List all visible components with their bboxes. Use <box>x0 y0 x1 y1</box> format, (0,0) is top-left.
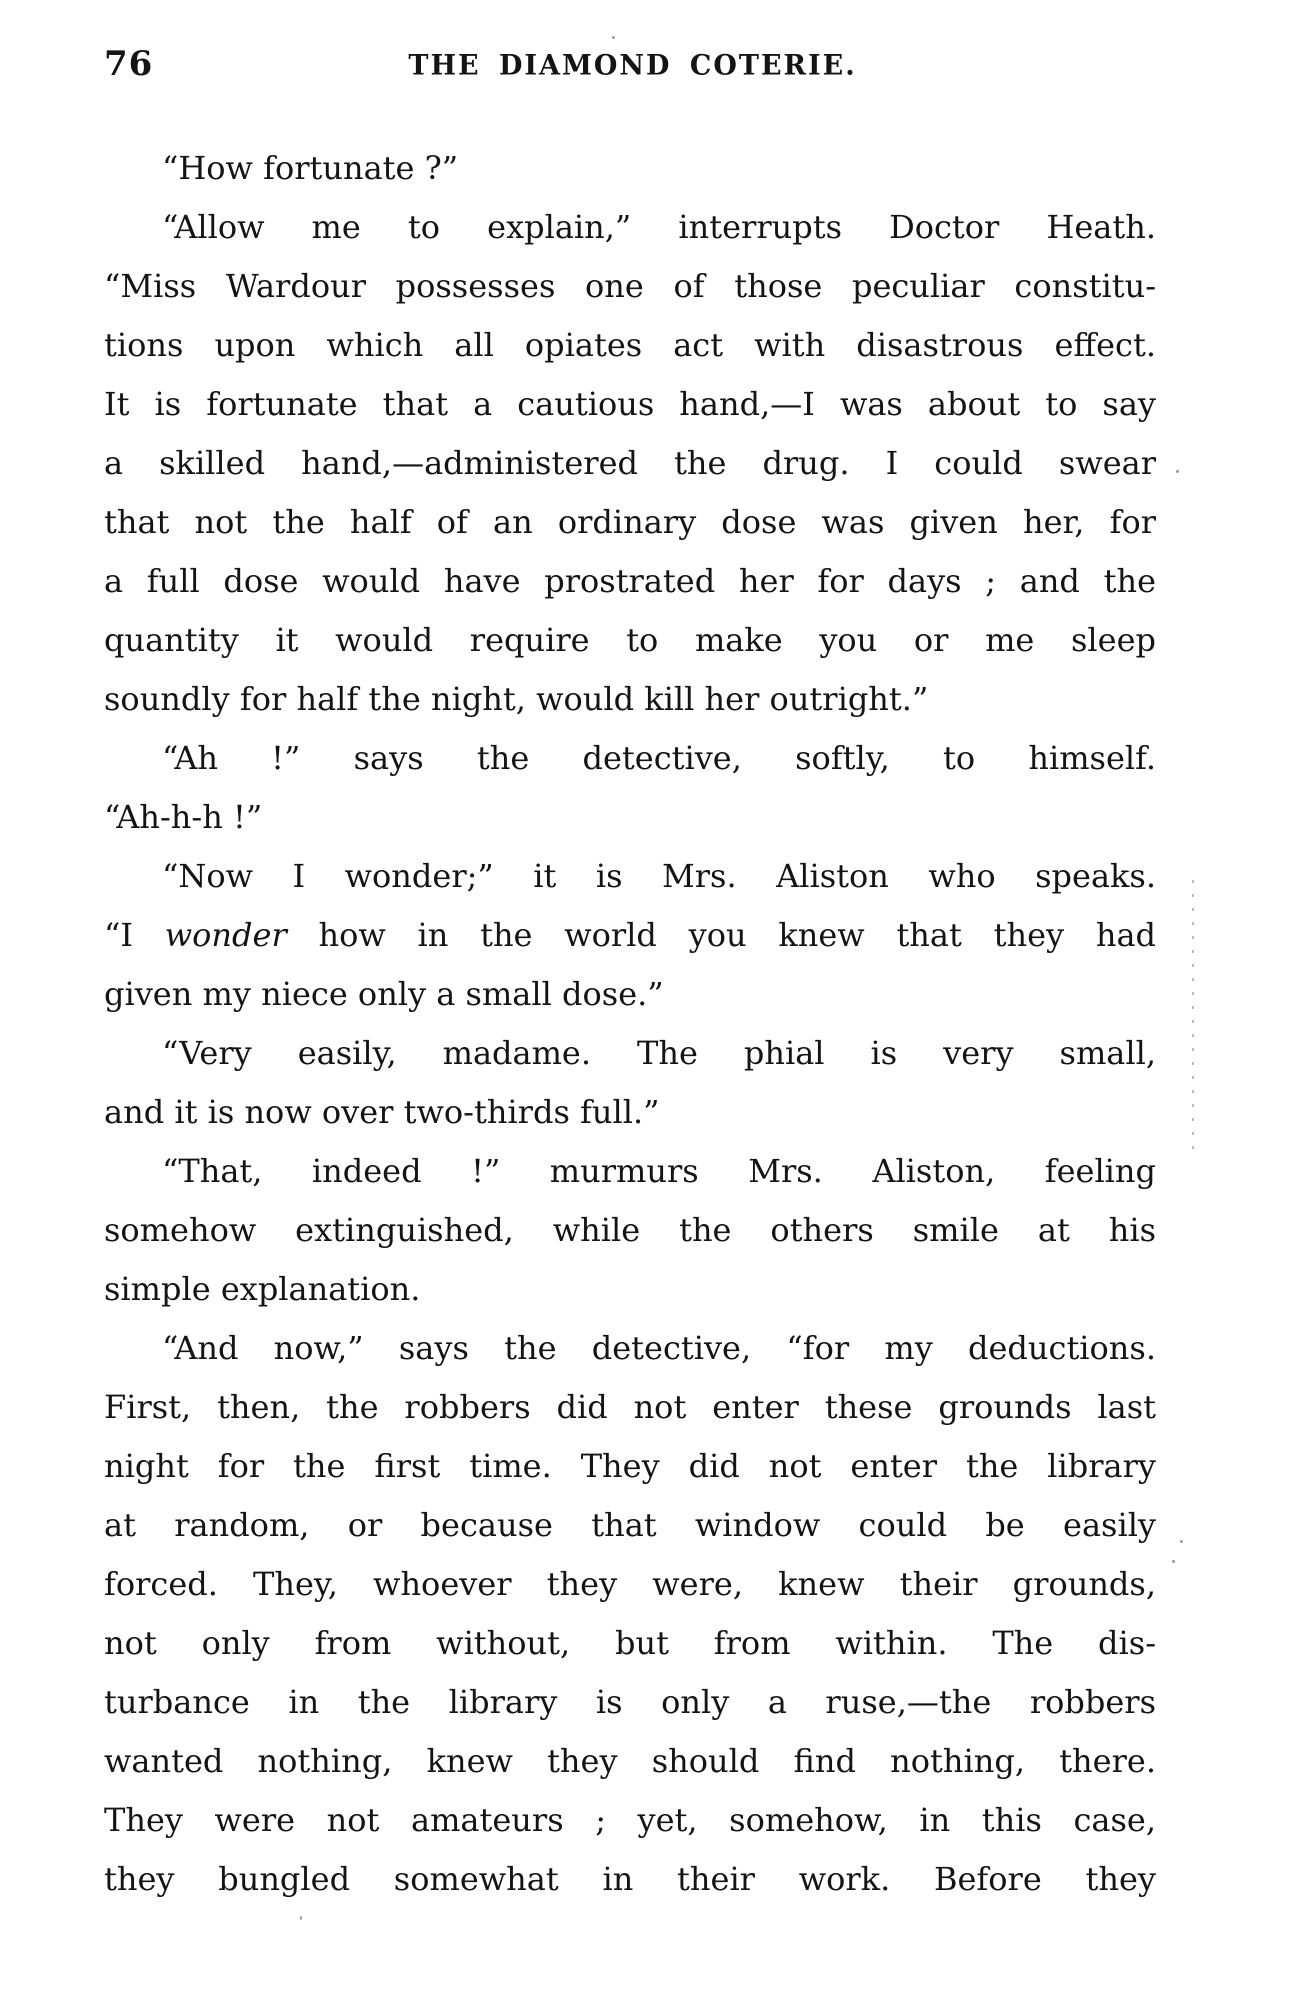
text-line: “Now I wonder;” it is Mrs. Aliston who speaks. <box>162 857 1156 895</box>
text-line: “That, indeed !” murmurs Mrs. Aliston, feeling <box>162 1152 1156 1190</box>
text-line: that not the half of an ordinary dose was given her, for <box>104 503 1156 541</box>
text-line: not only from without, but from within. The dis- <box>104 1624 1156 1662</box>
scan-speck <box>1176 470 1179 473</box>
text-line: First, then, the robbers did not enter these grounds last <box>104 1388 1156 1426</box>
running-title: THE DIAMOND COTERIE. <box>408 49 857 82</box>
text-line: “How fortunate ?” <box>162 149 459 187</box>
text-line: It is fortunate that a cautious hand,—I was about to say <box>104 385 1156 423</box>
text-line: turbance in the library is only a ruse,—the robbers <box>104 1683 1156 1721</box>
text-line: soundly for half the night, would kill her outright.” <box>104 680 929 718</box>
text-line: “Miss Wardour possesses one of those peculiar constitu- <box>104 267 1156 305</box>
text-line: they bungled somewhat in their work. Before they <box>104 1860 1156 1898</box>
text-line: at random, or because that window could be easily <box>104 1506 1156 1544</box>
text-run: “I <box>104 916 165 954</box>
text-line: tions upon which all opiates act with disastrous effect. <box>104 326 1156 364</box>
text-line: quantity it would require to make you or me sleep <box>104 621 1156 659</box>
scan-speck <box>1172 1560 1175 1563</box>
text-line: “Ah-h-h !” <box>104 798 263 836</box>
scan-speck <box>612 36 615 39</box>
italic-word: wonder <box>164 916 287 954</box>
text-line: and it is now over two-thirds full.” <box>104 1093 660 1131</box>
text-line-with-italic <box>104 906 1156 965</box>
text-line: given my niece only a small dose.” <box>104 975 664 1013</box>
text-line: “And now,” says the detective, “for my deductions. <box>162 1329 1156 1367</box>
text-line: somehow extinguished, while the others smile at his <box>104 1211 1156 1249</box>
page-header <box>0 44 1305 88</box>
text-line: simple explanation. <box>104 1270 421 1308</box>
text-line: “Allow me to explain,” interrupts Doctor Heath. <box>162 208 1156 246</box>
text-line: a skilled hand,—administered the drug. I could swear <box>104 444 1156 482</box>
scan-speck <box>1180 1540 1183 1543</box>
text-line: “Very easily, madame. The phial is very small, <box>162 1034 1156 1072</box>
page-text <box>104 139 1156 1909</box>
text-line: forced. They, whoever they were, knew their grounds, <box>104 1565 1156 1603</box>
text-line: wanted nothing, knew they should find nothing, there. <box>104 1742 1156 1780</box>
text-line: night for the first time. They did not enter the library <box>104 1447 1156 1485</box>
text-line: “Ah !” says the detective, softly, to himself. <box>162 739 1156 777</box>
text-line: They were not amateurs ; yet, somehow, in this case, <box>104 1801 1156 1839</box>
page-number: 76 <box>104 44 154 84</box>
scan-noise-line <box>1192 880 1194 1160</box>
scan-speck <box>300 1916 302 1920</box>
text-line: a full dose would have prostrated her for days ; and the <box>104 562 1156 600</box>
text-run: how in the world you knew that they had <box>286 916 1157 954</box>
